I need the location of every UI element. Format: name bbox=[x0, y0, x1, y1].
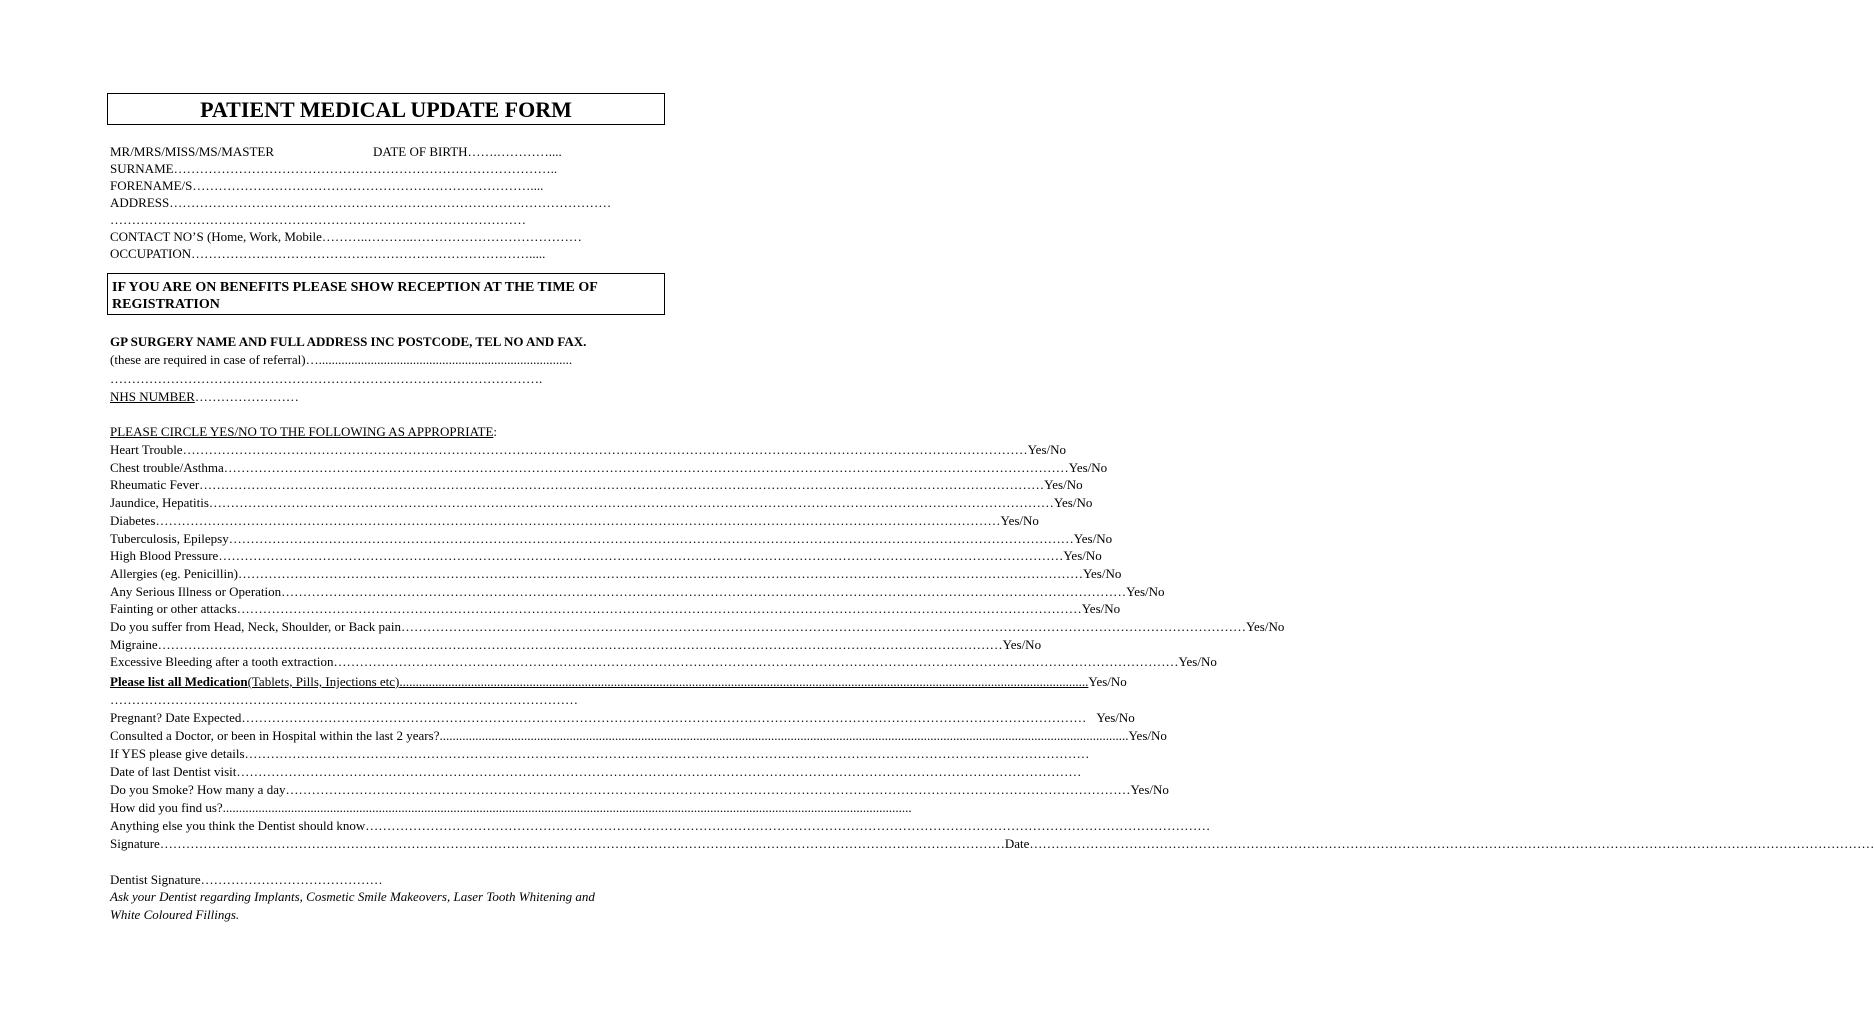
condition-yes-no[interactable]: Yes/No bbox=[1053, 495, 1093, 510]
condition-dots: …………………………………………………………………………………………………………………………………………………………………………… bbox=[208, 495, 1054, 510]
condition-row[interactable] bbox=[110, 547, 1102, 564]
pregnant-yes-no[interactable]: Yes/No bbox=[1096, 710, 1135, 725]
condition-label: Rheumatic Fever bbox=[110, 477, 200, 492]
nhs-number-field[interactable] bbox=[110, 388, 299, 405]
condition-dots: …………………………………………………………………………………………………………………………………………………………………………… bbox=[333, 654, 1179, 669]
condition-yes-no[interactable]: Yes/No bbox=[1073, 531, 1113, 546]
last-dentist-visit-row[interactable]: Date of last Dentist visit …………………………………………………………………………………………………………………………………………………………………………… bbox=[110, 764, 1082, 779]
condition-label: Tuberculosis, Epilepsy bbox=[110, 531, 229, 546]
condition-dots: …………………………………………………………………………………………………………………………………………………………………………… bbox=[281, 584, 1127, 599]
condition-yes-no[interactable]: Yes/No bbox=[1081, 601, 1121, 616]
condition-yes-no[interactable]: Yes/No bbox=[1044, 477, 1083, 492]
anything-else-row[interactable]: Anything else you think the Dentist should know …………………………………………………………………………………………………………………………………………………………………………… bbox=[110, 818, 1211, 833]
address-field[interactable]: ADDRESS………………………………………………………………………………………… bbox=[110, 195, 612, 210]
condition-dots: …………………………………………………………………………………………………………………………………………………………………………… bbox=[237, 566, 1083, 581]
promo-line-1: Ask your Dentist regarding Implants, Cosmetic Smile Makeovers, Laser Tooth Whitening and bbox=[110, 889, 595, 904]
condition-dots: …………………………………………………………………………………………………………………………………………………………………………… bbox=[182, 442, 1028, 457]
condition-dots: …………………………………………………………………………………………………………………………………………………………………………… bbox=[155, 513, 1001, 528]
condition-yes-no[interactable]: Yes/No bbox=[1027, 442, 1067, 457]
condition-dots: …………………………………………………………………………………………………………………………………………………………………………… bbox=[199, 477, 1045, 492]
pregnant-row[interactable]: Pregnant? Date Expected …………………………………………………………………………………………………………………………………………………………………………… Yes/No bbox=[110, 710, 1135, 725]
nhs-number-label: NHS NUMBER bbox=[110, 389, 195, 404]
promo-line-2: White Coloured Fillings. bbox=[110, 907, 240, 922]
condition-label: Allergies (eg. Penicillin) bbox=[110, 566, 238, 581]
condition-yes-no[interactable]: Yes/No bbox=[1068, 460, 1108, 475]
condition-label: High Blood Pressure bbox=[110, 548, 219, 563]
medication-row[interactable] bbox=[110, 673, 1127, 690]
benefits-notice: IF YOU ARE ON BENEFITS PLEASE SHOW RECEPTION AT THE TIME OF REGISTRATION bbox=[107, 273, 665, 315]
condition-dots: …………………………………………………………………………………………………………………………………………………………………………… bbox=[236, 601, 1082, 616]
form-title: PATIENT MEDICAL UPDATE FORM bbox=[200, 97, 572, 122]
surname-field[interactable]: SURNAME…………………………………………………………………………….. bbox=[110, 161, 558, 176]
condition-row[interactable] bbox=[110, 653, 1217, 670]
consulted-yes-no[interactable]: Yes/No bbox=[1128, 728, 1167, 743]
address-line-2-field[interactable]: …………………………………………………………………………………… bbox=[110, 212, 526, 227]
if-yes-details-row[interactable]: If YES please give details …………………………………………………………………………………………………………………………………………………………………………… bbox=[110, 746, 1090, 761]
consulted-row[interactable]: Consulted a Doctor, or been in Hospital within the last 2 years? .................................................................................................................................................................................................................... Yes/No bbox=[110, 728, 1167, 743]
gp-surgery-heading: GP SURGERY NAME AND FULL ADDRESS INC POSTCODE, TEL NO AND FAX. bbox=[110, 334, 587, 349]
condition-row[interactable] bbox=[110, 530, 1113, 547]
condition-dots: …………………………………………………………………………………………………………………………………………………………………………… bbox=[223, 460, 1069, 475]
condition-row[interactable] bbox=[110, 494, 1093, 511]
smoke-yes-no[interactable]: Yes/No bbox=[1130, 782, 1169, 797]
medication-line[interactable]: ……………………………………………………………………………………………… bbox=[110, 692, 578, 707]
circle-instruction: PLEASE CIRCLE YES/NO TO THE FOLLOWING AS APPROPRIATE: bbox=[110, 424, 498, 439]
gp-referral-note[interactable]: (these are required in case of referral)….............................................................................. bbox=[110, 352, 573, 367]
condition-row[interactable] bbox=[110, 583, 1165, 600]
condition-dots: …………………………………………………………………………………………………………………………………………………………………………… bbox=[228, 531, 1074, 546]
medication-label: Please list all Medication bbox=[110, 674, 248, 689]
condition-label: Any Serious Illness or Operation bbox=[110, 584, 282, 599]
form-title-box bbox=[107, 93, 665, 125]
condition-label: Heart Trouble bbox=[110, 442, 183, 457]
condition-label: Fainting or other attacks bbox=[110, 601, 237, 616]
condition-label: Jaundice, Hepatitis bbox=[110, 495, 209, 510]
gp-address-line[interactable]: ………………………………………………………………………………………. bbox=[110, 371, 543, 386]
condition-row[interactable] bbox=[110, 636, 1042, 653]
condition-yes-no[interactable]: Yes/No bbox=[1178, 654, 1217, 669]
occupation-field[interactable]: OCCUPATION……………………………………………………………………..... bbox=[110, 246, 546, 261]
medication-yes-no[interactable]: Yes/No bbox=[1088, 674, 1127, 689]
condition-label: Do you suffer from Head, Neck, Shoulder, or Back pain bbox=[110, 619, 401, 634]
condition-dots: …………………………………………………………………………………………………………………………………………………………………………… bbox=[157, 637, 1003, 652]
condition-yes-no[interactable]: Yes/No bbox=[1082, 566, 1122, 581]
condition-dots: …………………………………………………………………………………………………………………………………………………………………………… bbox=[400, 619, 1246, 634]
dentist-signature-field[interactable]: Dentist Signature…………………………………… bbox=[110, 872, 383, 887]
condition-label: Diabetes bbox=[110, 513, 156, 528]
title-field[interactable]: MR/MRS/MISS/MS/MASTER bbox=[110, 144, 275, 159]
find-us-row[interactable]: How did you find us? .................................................................................................................................................................................................................... bbox=[110, 800, 912, 815]
condition-label: Chest trouble/Asthma bbox=[110, 460, 224, 475]
signature-row[interactable]: Signature …………………………………………………………………………………………………………………………………………………………………………… Date …………………………………………………………………………………………………………………………………………………………………………… bbox=[110, 836, 1874, 851]
condition-yes-no[interactable]: Yes/No bbox=[1245, 619, 1285, 634]
condition-label: Excessive Bleeding after a tooth extraction bbox=[110, 654, 334, 669]
condition-row[interactable] bbox=[110, 565, 1122, 582]
condition-row[interactable] bbox=[110, 476, 1083, 493]
nhs-number-dots: …………………… bbox=[194, 389, 299, 404]
medication-dots: .................................................................................................................................................................................................................... bbox=[399, 674, 1089, 689]
condition-yes-no[interactable]: Yes/No bbox=[1126, 584, 1165, 599]
condition-yes-no[interactable]: Yes/No bbox=[1063, 548, 1102, 563]
date-label: Date bbox=[1004, 836, 1030, 851]
condition-dots: …………………………………………………………………………………………………………………………………………………………………………… bbox=[218, 548, 1064, 563]
forename-field[interactable]: FORENAME/S…………………………………………………………………….... bbox=[110, 178, 544, 193]
condition-yes-no[interactable]: Yes/No bbox=[1002, 637, 1042, 652]
condition-label: Migraine bbox=[110, 637, 158, 652]
medication-detail: (Tablets, Pills, Injections etc) bbox=[247, 674, 400, 689]
condition-row[interactable] bbox=[110, 618, 1285, 635]
condition-yes-no[interactable]: Yes/No bbox=[1000, 513, 1039, 528]
condition-row[interactable] bbox=[110, 512, 1039, 529]
date-of-birth-field[interactable]: DATE OF BIRTH…….………….... bbox=[373, 144, 562, 159]
contact-numbers-field[interactable]: CONTACT NO’S (Home, Work, Mobile………..………..………………………………… bbox=[110, 229, 582, 244]
condition-row[interactable] bbox=[110, 459, 1108, 476]
condition-row[interactable] bbox=[110, 441, 1067, 458]
smoke-row[interactable]: Do you Smoke? How many a day …………………………………………………………………………………………………………………………………………………………………………… Yes/No bbox=[110, 782, 1169, 797]
condition-row[interactable] bbox=[110, 600, 1121, 617]
